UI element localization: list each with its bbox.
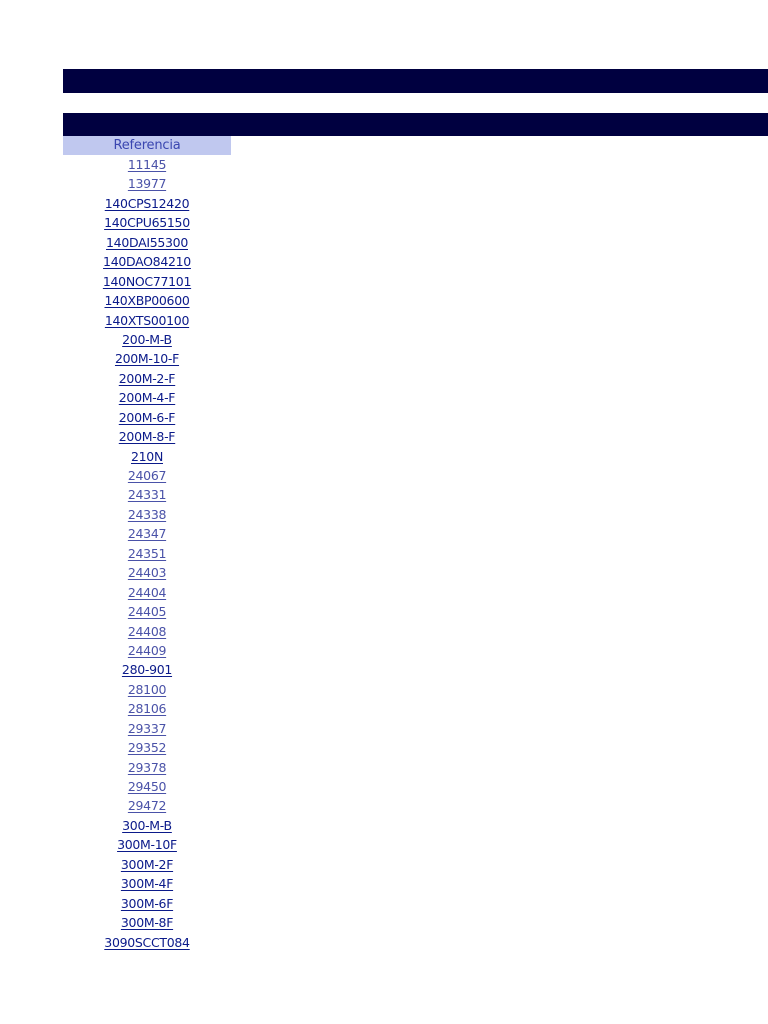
- reference-link[interactable]: 29337: [127, 720, 167, 736]
- list-item: [63, 174, 231, 193]
- reference-link[interactable]: 24067: [127, 468, 167, 483]
- reference-link[interactable]: 140CPS12420: [104, 195, 190, 211]
- reference-link[interactable]: 300M-6F: [120, 895, 174, 911]
- list-item: [63, 641, 231, 660]
- reference-link[interactable]: 24405: [127, 604, 167, 620]
- list-item: [63, 485, 231, 504]
- list-item: [63, 155, 231, 174]
- reference-link[interactable]: 140XTS00100: [104, 312, 190, 328]
- section-banner: [63, 113, 768, 136]
- reference-link[interactable]: 29450: [127, 779, 167, 794]
- reference-link[interactable]: 200-M-B: [122, 331, 172, 347]
- reference-link[interactable]: 300M-2F: [120, 856, 174, 872]
- reference-link[interactable]: 200M-6-F: [118, 409, 176, 425]
- list-item: [63, 349, 231, 368]
- reference-link[interactable]: 13977: [127, 176, 167, 192]
- list-item: [63, 913, 231, 932]
- reference-link[interactable]: 24408: [127, 623, 167, 639]
- reference-link[interactable]: 200M-8-F: [118, 429, 176, 445]
- reference-link[interactable]: 300-M-B: [122, 817, 172, 833]
- reference-link[interactable]: 24338: [127, 506, 167, 522]
- list-item: [63, 524, 231, 543]
- list-item: [63, 408, 231, 427]
- list-item: [63, 699, 231, 718]
- list-item: [63, 466, 231, 485]
- list-item: [63, 583, 231, 602]
- reference-link[interactable]: 28106: [127, 701, 167, 717]
- reference-link[interactable]: 140DAO84210: [103, 254, 191, 270]
- reference-link[interactable]: 11145: [127, 157, 167, 172]
- title-banner: [63, 69, 768, 93]
- list-item: [63, 563, 231, 582]
- list-item: [63, 272, 231, 291]
- reference-link[interactable]: 210N: [130, 448, 163, 464]
- list-item: [63, 855, 231, 874]
- reference-link[interactable]: 24331: [127, 487, 167, 503]
- list-item: [63, 311, 231, 330]
- reference-list: [63, 155, 231, 952]
- list-item: [63, 544, 231, 563]
- column-header-referencia: Referencia: [63, 136, 231, 155]
- reference-link[interactable]: 200M-10-F: [114, 351, 180, 367]
- reference-link[interactable]: 24347: [127, 526, 167, 542]
- list-item: [63, 388, 231, 407]
- list-item: [63, 816, 231, 835]
- list-item: [63, 505, 231, 524]
- list-item: [63, 680, 231, 699]
- reference-link[interactable]: 300M-8F: [120, 915, 174, 931]
- list-item: [63, 602, 231, 621]
- list-item: [63, 933, 231, 952]
- list-item: [63, 874, 231, 893]
- list-item: [63, 194, 231, 213]
- list-item: [63, 330, 231, 349]
- list-item: [63, 291, 231, 310]
- reference-link[interactable]: 300M-4F: [120, 876, 174, 892]
- list-item: [63, 427, 231, 446]
- reference-link[interactable]: 29378: [127, 759, 167, 775]
- list-item: [63, 660, 231, 679]
- list-item: [63, 835, 231, 854]
- reference-link[interactable]: 24351: [127, 545, 167, 561]
- reference-link[interactable]: 24409: [127, 642, 167, 658]
- reference-link[interactable]: 200M-2-F: [118, 370, 176, 386]
- list-item: [63, 777, 231, 796]
- list-item: [63, 796, 231, 815]
- list-item: [63, 252, 231, 271]
- reference-link[interactable]: 29352: [127, 740, 167, 756]
- reference-link[interactable]: 140DAI55300: [106, 234, 188, 250]
- list-item: [63, 369, 231, 388]
- list-item: [63, 719, 231, 738]
- list-item: [63, 233, 231, 252]
- list-item: [63, 622, 231, 641]
- list-item: [63, 738, 231, 757]
- reference-link[interactable]: 24403: [127, 565, 167, 581]
- list-item: [63, 894, 231, 913]
- reference-link[interactable]: 140NOC77101: [102, 273, 192, 289]
- reference-link[interactable]: 29472: [127, 798, 167, 814]
- list-item: [63, 447, 231, 466]
- list-item: [63, 758, 231, 777]
- reference-link[interactable]: 24404: [127, 584, 167, 600]
- reference-link[interactable]: 3090SCCT084: [104, 934, 190, 950]
- reference-link[interactable]: 200M-4-F: [118, 390, 176, 406]
- reference-link[interactable]: 28100: [127, 681, 167, 697]
- reference-link[interactable]: 300M-10F: [117, 837, 177, 853]
- reference-link[interactable]: 140CPU65150: [104, 215, 190, 231]
- reference-link[interactable]: 280-901: [121, 662, 173, 678]
- list-item: [63, 213, 231, 232]
- reference-link[interactable]: 140XBP00600: [104, 293, 190, 309]
